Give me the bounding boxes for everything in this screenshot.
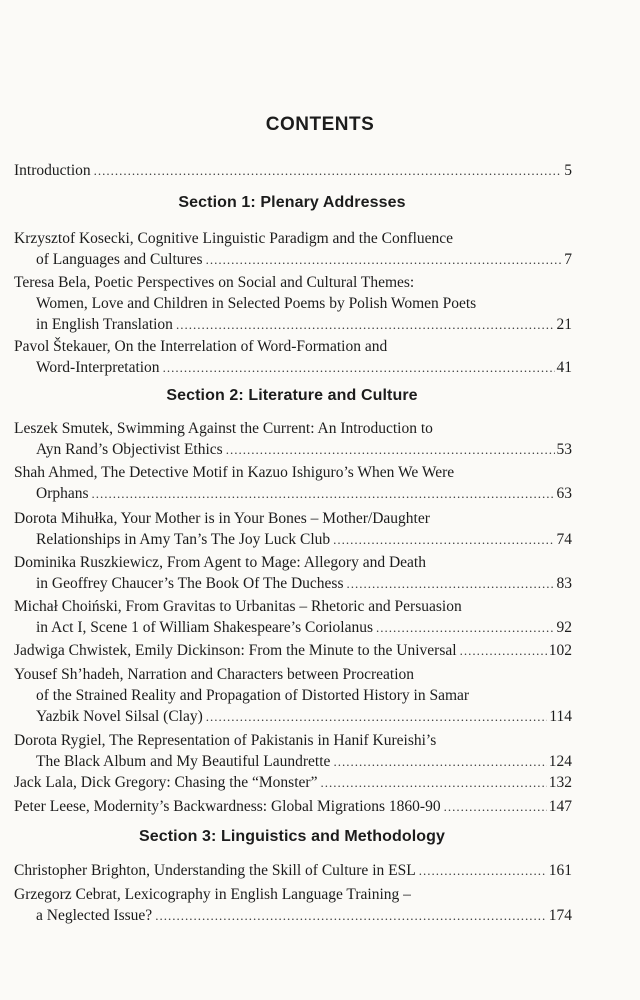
- toc-entry-text: Dorota Mihułka, Your Mother is in Your Bones – Mother/Daughter: [14, 510, 430, 527]
- toc-entry-text: in English Translation: [36, 316, 173, 333]
- dot-leader: [176, 314, 555, 335]
- dot-leader: [163, 357, 555, 378]
- toc-entry: [14, 596, 572, 638]
- toc-entry-text: Leszek Smutek, Swimming Against the Current: An Introduction to: [14, 420, 433, 437]
- toc-entry-text: The Black Album and My Beautiful Laundrette: [36, 753, 331, 770]
- page-number: 21: [556, 316, 572, 333]
- dot-leader: [320, 772, 546, 793]
- section-heading: Section 2: Literature and Culture: [166, 387, 418, 404]
- toc-entry-text: Yousef Sh’hadeh, Narration and Characters between Procreation: [14, 666, 415, 683]
- dot-leader: [92, 483, 555, 504]
- toc-entry-text: Word-Interpretation: [36, 359, 160, 376]
- toc-entry-text: Peter Leese, Modernity’s Backwardness: Global Migrations 1860-90: [14, 798, 441, 815]
- page-number: 102: [548, 642, 572, 659]
- page-number: 114: [549, 708, 572, 725]
- toc-entry-text: in Act I, Scene 1 of William Shakespeare’s Coriolanus: [36, 619, 374, 636]
- page-number: 7: [564, 251, 572, 268]
- page-number: 174: [548, 907, 572, 924]
- dot-leader: [444, 796, 547, 817]
- toc-entry-text: Relationships in Amy Tan’s The Joy Luck Club: [36, 531, 331, 548]
- toc-entry-text: Michał Choiński, From Gravitas to Urbanitas – Rhetoric and Persuasion: [14, 598, 462, 615]
- toc-entry-text: Jack Lala, Dick Gregory: Chasing the “Monster”: [14, 774, 318, 791]
- toc-entry: [14, 336, 572, 378]
- page-number: 5: [564, 162, 572, 179]
- toc-entry: [14, 160, 572, 181]
- page-number: 83: [556, 575, 572, 592]
- toc-entry: [14, 508, 572, 550]
- toc-entry-text: Orphans: [36, 485, 89, 502]
- page-title: CONTENTS: [265, 114, 375, 135]
- toc-entry-text: Introduction: [14, 162, 91, 179]
- dot-leader: [206, 706, 548, 727]
- dot-leader: [226, 439, 555, 460]
- page-number: 92: [556, 619, 572, 636]
- toc-entry: [14, 664, 572, 727]
- toc-entry: [14, 796, 572, 817]
- toc-entry-text: Jadwiga Chwistek, Emily Dickinson: From the Minute to the Universal: [14, 642, 457, 659]
- toc-entry-text: Pavol Štekauer, On the Interrelation of Word-Formation and: [14, 338, 388, 355]
- page-number: 161: [548, 862, 572, 879]
- dot-leader: [333, 529, 554, 550]
- page-number: 132: [548, 774, 572, 791]
- toc-entry: [14, 730, 572, 772]
- toc-entry-text: a Neglected Issue?: [36, 907, 153, 924]
- toc-entry-text: of Languages and Cultures: [36, 251, 203, 268]
- dot-leader: [347, 573, 555, 594]
- toc-entry-text: Women, Love and Children in Selected Poems by Polish Women Poets: [36, 295, 477, 312]
- toc-entry: [14, 418, 572, 460]
- dot-leader: [155, 905, 547, 926]
- toc-entry: [14, 228, 572, 270]
- toc-entry: [14, 640, 572, 661]
- toc-entry-text: Shah Ahmed, The Detective Motif in Kazuo Ishiguro’s When We Were: [14, 464, 455, 481]
- toc-entry-text: of the Strained Reality and Propagation of Distorted History in Samar: [36, 687, 470, 704]
- dot-leader: [460, 640, 547, 661]
- section-heading: Section 3: Linguistics and Methodology: [138, 828, 446, 845]
- dot-leader: [333, 751, 546, 772]
- toc-entry-text: Grzegorz Cebrat, Lexicography in English Language Training –: [14, 886, 411, 903]
- dot-leader: [419, 860, 547, 881]
- page-number: 147: [548, 798, 572, 815]
- toc-entry: [14, 860, 572, 881]
- section-heading: Section 1: Plenary Addresses: [178, 194, 406, 211]
- toc-entry-text: Dominika Ruszkiewicz, From Agent to Mage: Allegory and Death: [14, 554, 426, 571]
- toc-entry-text: Ayn Rand’s Objectivist Ethics: [36, 441, 223, 458]
- toc-entry-text: Dorota Rygiel, The Representation of Pakistanis in Hanif Kureishi’s: [14, 732, 437, 749]
- page-number: 53: [556, 441, 572, 458]
- toc-entry-text: Krzysztof Kosecki, Cognitive Linguistic Paradigm and the Confluence: [14, 230, 454, 247]
- page-number: 63: [556, 485, 572, 502]
- dot-leader: [206, 249, 563, 270]
- toc-entry: [14, 462, 572, 504]
- toc-entry-text: Teresa Bela, Poetic Perspectives on Social and Cultural Themes:: [14, 274, 415, 291]
- dot-leader: [376, 617, 554, 638]
- page-number: 41: [556, 359, 572, 376]
- toc-entry: [14, 884, 572, 926]
- toc-entry-text: in Geoffrey Chaucer’s The Book Of The Duchess: [36, 575, 344, 592]
- toc-entry: [14, 552, 572, 594]
- dot-leader: [94, 160, 563, 181]
- page-number: 74: [556, 531, 572, 548]
- toc-entry-text: Yazbik Novel Silsal (Clay): [36, 708, 203, 725]
- toc-entry: [14, 272, 572, 335]
- page-number: 124: [548, 753, 572, 770]
- toc-entry: [14, 772, 572, 793]
- toc-entry-text: Christopher Brighton, Understanding the Skill of Culture in ESL: [14, 862, 416, 879]
